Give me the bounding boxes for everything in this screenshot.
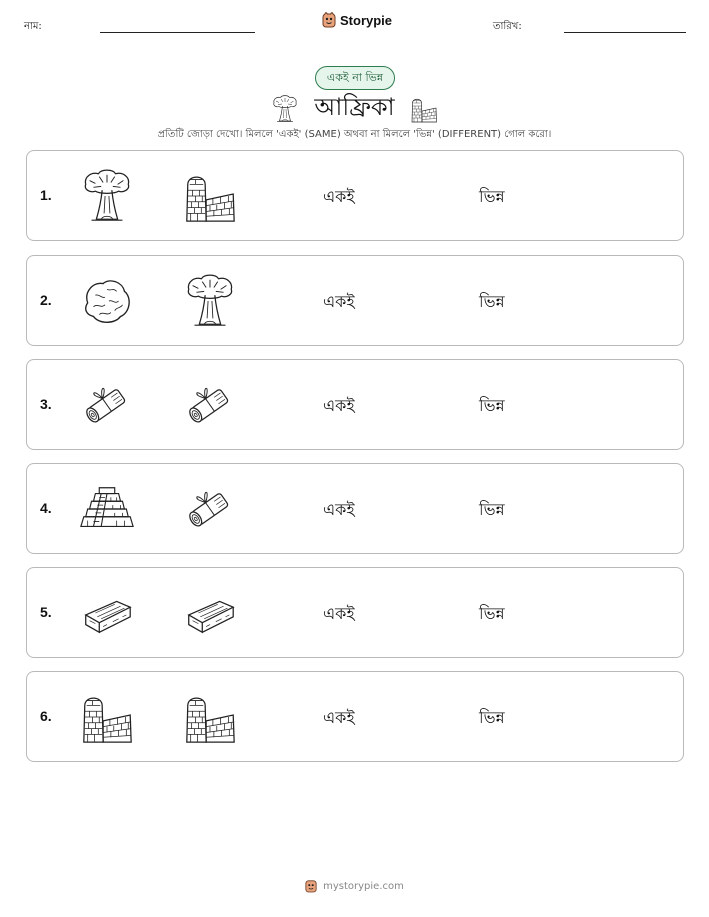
- title-row: [0, 89, 709, 129]
- footer: [0, 879, 709, 893]
- same-option[interactable]: একই: [323, 292, 355, 311]
- page-title: আফ্রিকা: [314, 93, 395, 121]
- different-option[interactable]: ভিন্ন: [479, 396, 505, 415]
- different-option[interactable]: ভিন্ন: [479, 500, 505, 519]
- question-row-6: [26, 671, 684, 762]
- question-number: 6.: [40, 708, 52, 724]
- question-number: 5.: [40, 604, 52, 620]
- salt-block-icon: [77, 584, 137, 642]
- question-number: 1.: [40, 187, 52, 203]
- great-zimbabwe-ruins-icon: [77, 688, 137, 746]
- question-row-5: [26, 567, 684, 658]
- same-option[interactable]: একই: [323, 708, 355, 727]
- storypie-mascot-icon: [305, 879, 317, 893]
- worksheet-type-badge: একই না ভিন্ন: [315, 66, 395, 90]
- brand-name: Storypie: [340, 12, 393, 28]
- different-option[interactable]: ভিন্ন: [479, 292, 505, 311]
- shea-nut-icon: [77, 272, 137, 330]
- question-number: 3.: [40, 396, 52, 412]
- question-number: 4.: [40, 500, 52, 516]
- storypie-mascot-icon: [322, 12, 336, 28]
- great-zimbabwe-ruins-icon: [180, 688, 240, 746]
- papyrus-scroll-icon: [180, 376, 240, 434]
- same-option[interactable]: একই: [323, 604, 355, 623]
- question-row-1: [26, 150, 684, 241]
- question-row-3: [26, 359, 684, 450]
- question-number: 2.: [40, 292, 52, 308]
- papyrus-scroll-icon: [180, 480, 240, 538]
- great-zimbabwe-ruins-icon: [409, 94, 439, 124]
- different-option[interactable]: ভিন্ন: [479, 604, 505, 623]
- step-pyramid-icon: [77, 480, 137, 538]
- date-label: তারিখ:: [493, 21, 522, 32]
- same-option[interactable]: একই: [323, 187, 355, 206]
- baobab-tree-icon: [77, 167, 137, 225]
- same-option[interactable]: একই: [323, 396, 355, 415]
- question-row-2: [26, 255, 684, 346]
- papyrus-scroll-icon: [77, 376, 137, 434]
- same-option[interactable]: একই: [323, 500, 355, 519]
- great-zimbabwe-ruins-icon: [180, 167, 240, 225]
- different-option[interactable]: ভিন্ন: [479, 708, 505, 727]
- different-option[interactable]: ভিন্ন: [479, 187, 505, 206]
- name-label: নাম:: [24, 21, 42, 32]
- salt-block-icon: [180, 584, 240, 642]
- instructions: প্রতিটি জোড়া দেখো। মিললে 'একই' (SAME) অথবা না মিললে 'ভিন্ন' (DIFFERENT) গোল করো।: [157, 129, 552, 140]
- name-line[interactable]: [100, 32, 255, 33]
- question-row-4: [26, 463, 684, 554]
- baobab-tree-icon: [180, 272, 240, 330]
- baobab-tree-icon: [270, 94, 300, 124]
- date-line[interactable]: [564, 32, 686, 33]
- footer-url[interactable]: mystorypie.com: [323, 880, 404, 892]
- brand-logo: [322, 12, 392, 28]
